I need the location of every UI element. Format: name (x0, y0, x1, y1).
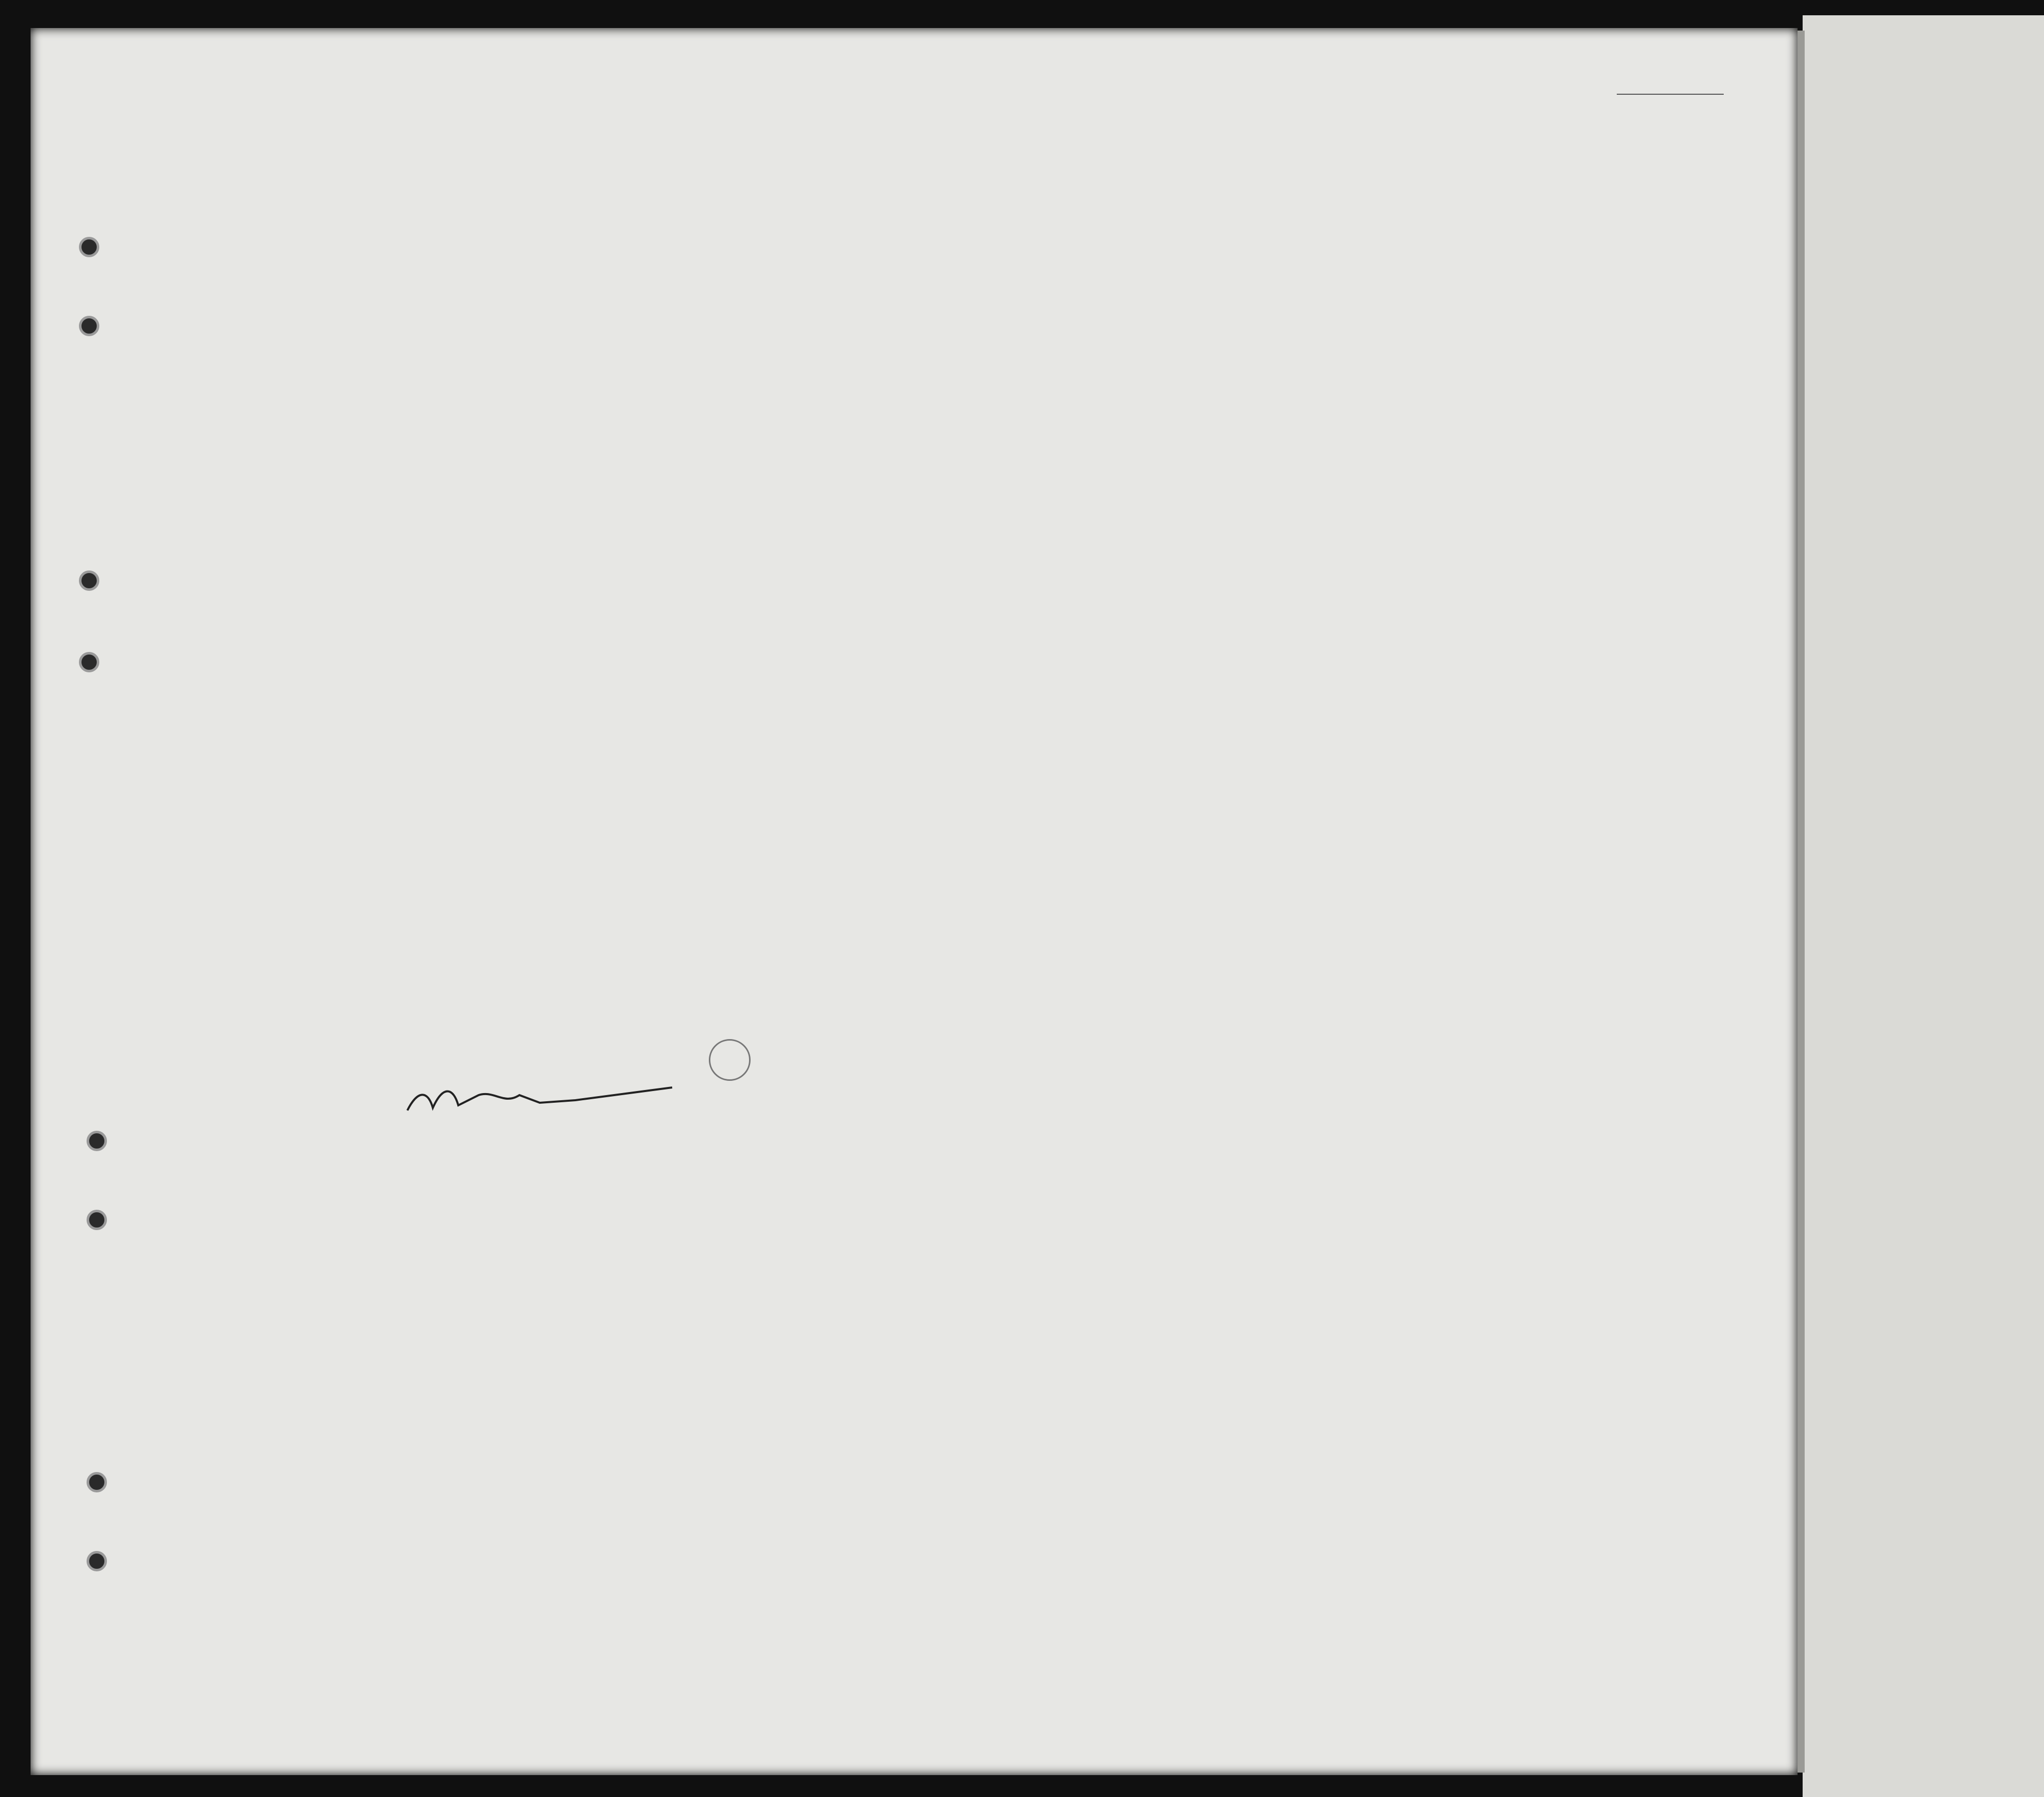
binding-hole-icon (79, 570, 99, 591)
binding-hole-icon (87, 1131, 107, 1151)
binding-hole-icon (87, 1472, 107, 1492)
inspector-count-circle (709, 1039, 751, 1081)
purser-signature-icon (397, 1080, 682, 1115)
binding-hole-icon (79, 237, 99, 257)
binding-hole-icon (87, 1210, 107, 1230)
binding-hole-icon (87, 1551, 107, 1571)
binding-hole-icon (79, 316, 99, 336)
binding-hole-icon (79, 652, 99, 672)
